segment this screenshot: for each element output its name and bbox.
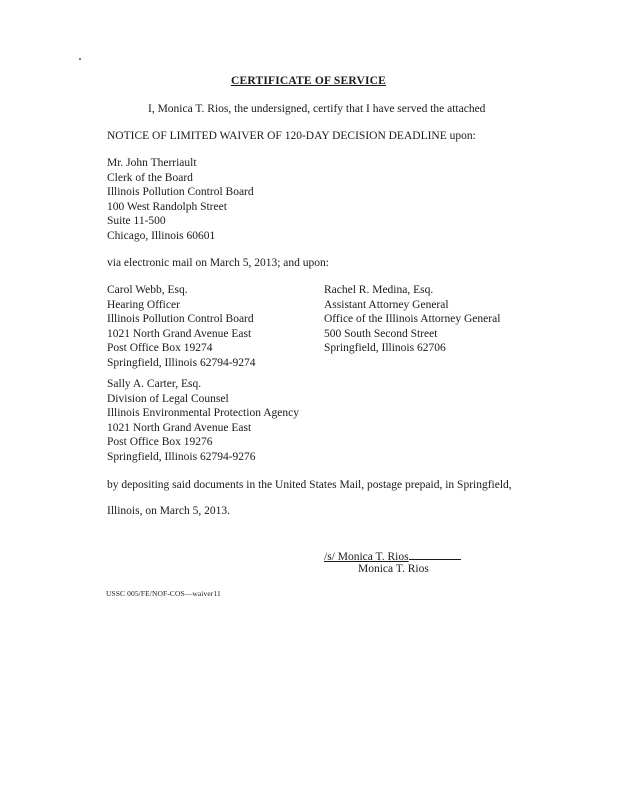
address-line: Illinois Environmental Protection Agency: [107, 407, 299, 420]
date-line: Illinois, on March 5, 2013.: [107, 505, 230, 517]
electronic-service-line: via electronic mail on March 5, 2013; and upon:: [107, 257, 329, 269]
recipient-third-address: [107, 377, 299, 465]
document-line: NOTICE OF LIMITED WAIVER OF 120-DAY DECISION DEADLINE upon:: [107, 130, 476, 142]
address-line: Illinois Pollution Control Board: [107, 313, 254, 326]
intro-line: I, Monica T. Rios, the undersigned, certify that I have served the attached: [148, 103, 486, 115]
address-line: 1021 North Grand Avenue East: [107, 327, 252, 340]
address-line: Mr. John Therriault: [107, 157, 197, 169]
address-line: 100 West Randolph Street: [107, 200, 227, 213]
signer-name: Monica T. Rios: [358, 563, 429, 575]
address-line: Springfield, Illinois 62794-9276: [107, 450, 256, 463]
address-line: Clerk of the Board: [107, 171, 193, 184]
recipient-left-address: [107, 283, 256, 371]
address-line: Springfield, Illinois 62794-9274: [107, 356, 256, 369]
address-line: Illinois Pollution Control Board: [107, 186, 254, 199]
footer-reference: USSC 005/FE/NOF-COS—waiver11: [106, 589, 221, 598]
signature-rule: [409, 548, 461, 560]
address-line: 1021 North Grand Avenue East: [107, 421, 252, 434]
address-line: Hearing Officer: [107, 298, 180, 311]
address-line: Rachel R. Medina, Esq.: [324, 284, 434, 296]
scan-speck: [79, 58, 81, 60]
address-line: Post Office Box 19274: [107, 342, 213, 355]
address-line: Post Office Box 19276: [107, 436, 213, 449]
address-line: Office of the Illinois Attorney General: [324, 313, 501, 326]
mailing-line: by depositing said documents in the United States Mail, postage prepaid, in Springfield,: [107, 479, 512, 491]
recipient-right-address: [324, 283, 500, 356]
signature-text: /s/ Monica T. Rios: [324, 551, 409, 563]
address-line: Springfield, Illinois 62706: [324, 342, 446, 355]
address-line: Sally A. Carter, Esq.: [107, 378, 202, 390]
address-line: Chicago, Illinois 60601: [107, 229, 216, 242]
address-line: 500 South Second Street: [324, 327, 438, 340]
address-line: Assistant Attorney General: [324, 298, 449, 311]
address-line: Carol Webb, Esq.: [107, 284, 188, 296]
address-line: Suite 11-500: [107, 215, 166, 228]
address-line: Division of Legal Counsel: [107, 392, 229, 405]
page-title: CERTIFICATE OF SERVICE: [230, 75, 387, 87]
recipient-primary-address: [107, 156, 254, 244]
